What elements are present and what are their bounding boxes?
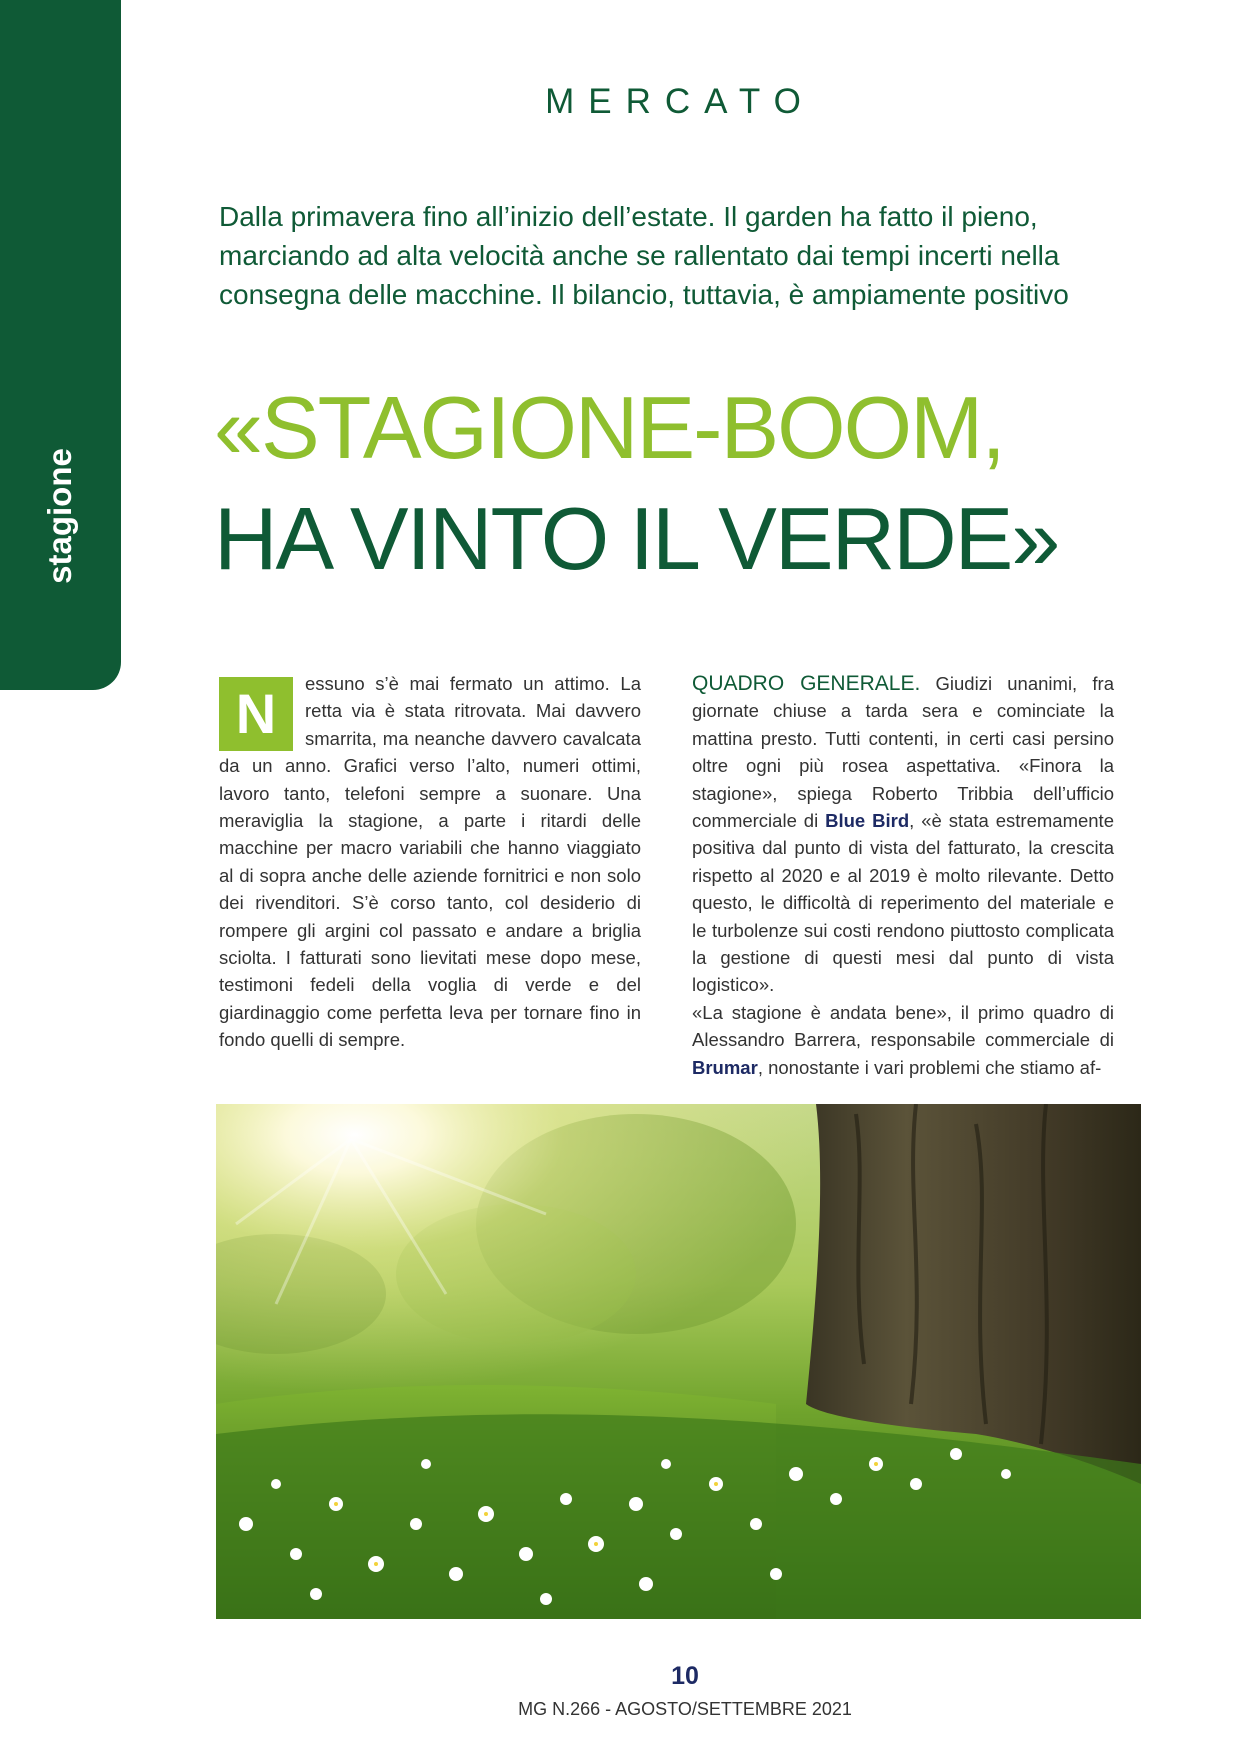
meadow-tree-photo bbox=[216, 1104, 1141, 1619]
meadow-illustration bbox=[216, 1104, 1141, 1619]
sidebar-tab bbox=[0, 0, 121, 690]
right-paragraph-2-text-a: «La stagione è andata bene», il primo quadro di Alessandro Barrera, responsabile commerciale di bbox=[692, 1001, 1114, 1051]
article-left-column bbox=[219, 670, 641, 1054]
right-paragraph-2-text-b: , nonostante i vari problemi che stiamo af- bbox=[757, 1056, 1102, 1078]
right-paragraph-1 bbox=[692, 670, 1114, 999]
right-paragraph-2 bbox=[692, 999, 1114, 1081]
standfirst: Dalla primavera fino all’inizio dell’estate. Il garden ha fatto il pieno, marciando ad alta velocità anche se rallentato dai tempi incerti nella consegna delle macchine. Il bilancio, tuttavia, è ampiamente positivo bbox=[219, 201, 1069, 310]
section-label: MERCATO bbox=[545, 82, 815, 121]
sidebar-label: stagione bbox=[41, 448, 78, 584]
brand-blue-bird: Blue Bird bbox=[825, 810, 910, 832]
headline bbox=[214, 372, 1058, 594]
headline-line-2: HA VINTO IL VERDE» bbox=[214, 489, 1059, 588]
brand-brumar: Brumar bbox=[692, 1056, 758, 1078]
right-paragraph-1-text-a: Giudizi unanimi, fra giornate chiuse a tarda sera e cominciate la mattina presto. Tutti contenti, in certi casi persino oltre ogni più rosea aspettativa. «Finora la stagione», spiega Roberto Tribbia dell’ufficio commerciale di bbox=[692, 673, 1115, 832]
issue-line: MG N.266 - AGOSTO/SETTEMBRE 2021 bbox=[518, 1699, 852, 1719]
page-number: 10 bbox=[671, 1662, 699, 1690]
drop-cap: N bbox=[219, 677, 293, 751]
subhead-quadro-generale: QUADRO GENERALE. bbox=[692, 672, 921, 695]
right-paragraph-1-text-b: , «è stata estremamente positiva dal punto di vista del fatturato, la crescita rispetto al 2020 e al 2019 è molto rilevante. Detto questo, le difficoltà di reperimento del materiale e le turbolenze sui costi rendono piuttosto complicata la gestione di questi mesi dal punto di vista logistico». bbox=[692, 810, 1114, 996]
headline-line-1: «STAGIONE-BOOM, bbox=[214, 378, 1004, 477]
left-column-text: essuno s’è mai fermato un attimo. La retta via è stata ritrovata. Mai davvero smarrita, ma neanche davvero cavalcata da un anno. Grafici verso l’alto, numeri ottimi, lavoro tanto, telefoni sempre a suonare. Una meraviglia la stagione, a parte i ritardi delle macchine per macro variabili che hanno viaggiato al di sopra anche delle aziende fornitrici e non solo dei rivenditori. S’è corso tanto, col desiderio di rompere gli argini col passato e andare a briglia sciolta. I fatturati sono lievitati mese dopo mese, testimoni fedeli della voglia di verde e del giardinaggio come perfetta leva per tornare fino in fondo quelli di sempre. bbox=[219, 673, 641, 1051]
article-right-column bbox=[692, 670, 1114, 1081]
